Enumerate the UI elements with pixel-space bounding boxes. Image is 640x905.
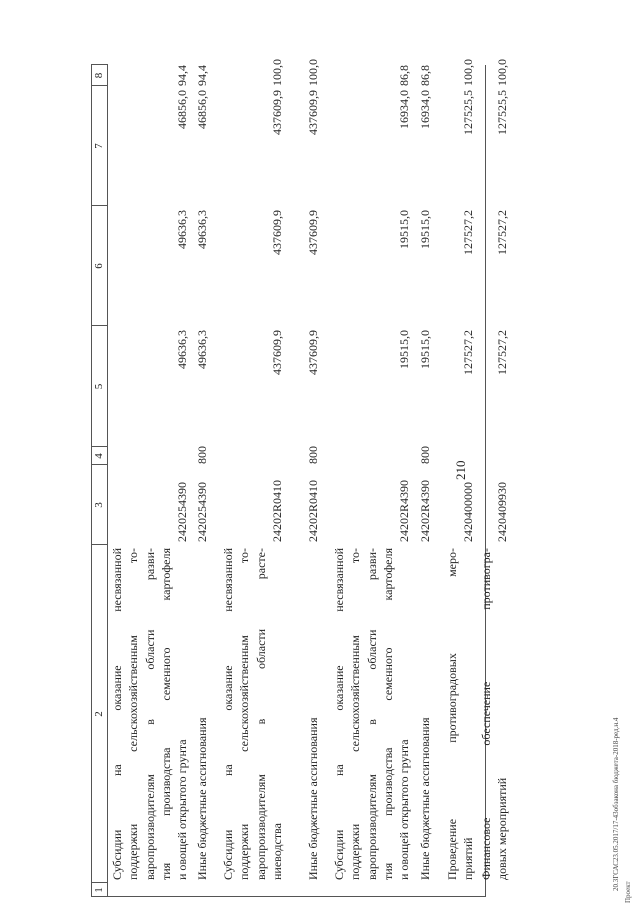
- description-line: варопроизводителям в области расте-: [253, 548, 268, 880]
- description-line: поддержки сельскохозяйственным то-: [126, 548, 141, 880]
- value-cell: 127527,2: [461, 330, 476, 375]
- target-code-cell: 24202R0410: [269, 479, 284, 542]
- percent-cell: 94,4: [195, 65, 209, 86]
- value-cell: 49636,3: [195, 210, 209, 249]
- value-cell: 437609,9: [306, 330, 320, 375]
- description-line: поддержки сельскохозяйственным то-: [348, 548, 363, 880]
- value-cell: 127525,5: [461, 90, 476, 135]
- column-header: 1: [93, 887, 105, 893]
- value-cell: 437609,9: [269, 90, 284, 135]
- value-cell: 19515,0: [418, 330, 432, 369]
- value-cell: 437609,9: [306, 210, 320, 255]
- description-line: Субсидии на оказание несвязанной: [332, 548, 346, 880]
- percent-cell: 100,0: [306, 59, 320, 86]
- row-description: [220, 548, 285, 880]
- target-code-cell: 2420400000: [461, 482, 476, 542]
- percent-cell: 100,0: [269, 59, 284, 86]
- description-line: тия производства семенного картофеля: [158, 548, 173, 880]
- row-description: [417, 548, 433, 880]
- description-line: Иные бюджетные ассигнования: [418, 717, 432, 880]
- percent-cell: 86,8: [397, 65, 412, 86]
- page-number: 210: [453, 460, 468, 480]
- column-header: 3: [93, 502, 105, 508]
- column-header: 2: [93, 711, 105, 717]
- percent-cell: 100,0: [495, 59, 510, 86]
- description-line: и овощей открытого грунта: [175, 739, 190, 880]
- row-description: [194, 548, 210, 880]
- column-header: 8: [93, 72, 105, 79]
- description-line: поддержки сельскохозяйственным то-: [237, 548, 252, 880]
- value-cell: 16934,0: [397, 90, 412, 129]
- value-cell: 437609,9: [306, 90, 320, 135]
- target-code-cell: 2420254390: [175, 482, 190, 542]
- description-line: и овощей открытого грунта: [397, 739, 412, 880]
- value-cell: 19515,0: [397, 330, 412, 369]
- description-line: приятий: [461, 837, 476, 880]
- side-note: 20.3ГСАС23.05.2017/17-43обзакона бюджета-2018-ред.н.4: [612, 717, 620, 891]
- budget-table: [91, 59, 510, 897]
- value-cell: 437609,9: [269, 210, 284, 255]
- description-line: Иные бюджетные ассигнования: [195, 717, 209, 880]
- row-description: [109, 548, 190, 880]
- percent-cell: 94,4: [175, 65, 190, 86]
- value-cell: 437609,9: [269, 330, 284, 375]
- description-line: Финансовое обеспечение противогра-: [479, 548, 493, 880]
- row-description: [331, 548, 412, 880]
- table-rule: [107, 65, 108, 897]
- column-header: 5: [93, 383, 105, 390]
- description-line: Иные бюджетные ассигнования: [306, 717, 320, 880]
- value-cell: 127527,2: [495, 330, 510, 375]
- value-cell: 127527,2: [495, 210, 510, 255]
- description-line: ниеводства: [269, 823, 284, 880]
- description-line: довых мероприятий: [495, 777, 510, 880]
- value-cell: 127525,5: [495, 90, 510, 135]
- percent-cell: 100,0: [461, 59, 476, 86]
- column-rule: [91, 896, 486, 897]
- column-header: 6: [93, 263, 105, 269]
- value-cell: 49636,3: [175, 330, 190, 369]
- description-line: варопроизводителям в области разви-: [364, 548, 379, 880]
- target-code-cell: 2420254390: [195, 482, 209, 542]
- value-cell: 19515,0: [418, 210, 432, 249]
- column-header: 4: [93, 453, 105, 459]
- row-description: [444, 548, 477, 880]
- value-cell: 127527,2: [461, 210, 476, 255]
- row-description: [305, 548, 321, 880]
- description-line: Субсидии на оказание несвязанной: [221, 548, 235, 880]
- target-code-cell: 2420409930: [495, 482, 510, 542]
- corner-mark: Проект: [624, 881, 632, 903]
- row-description: [478, 548, 511, 880]
- value-cell: 49636,3: [195, 330, 209, 369]
- value-cell: 46856,0: [195, 90, 209, 129]
- description-line: варопроизводителям в области разви-: [142, 548, 157, 880]
- value-cell: 16934,0: [418, 90, 432, 129]
- description-line: Субсидии на оказание несвязанной: [110, 548, 124, 880]
- expense-type-cell: 800: [418, 446, 432, 464]
- value-cell: 49636,3: [175, 210, 190, 249]
- expense-type-cell: 800: [195, 446, 209, 464]
- percent-cell: 86,8: [418, 65, 432, 86]
- value-cell: 46856,0: [175, 90, 190, 129]
- value-cell: 19515,0: [397, 210, 412, 249]
- target-code-cell: 24202R4390: [397, 479, 412, 542]
- description-line: тия производства семенного картофеля: [380, 548, 395, 880]
- description-line: Проведение противоградовых меро-: [445, 548, 459, 880]
- expense-type-cell: 800: [306, 446, 320, 464]
- target-code-cell: 24202R4390: [418, 479, 432, 542]
- column-header: 7: [93, 143, 105, 149]
- target-code-cell: 24202R0410: [306, 479, 320, 542]
